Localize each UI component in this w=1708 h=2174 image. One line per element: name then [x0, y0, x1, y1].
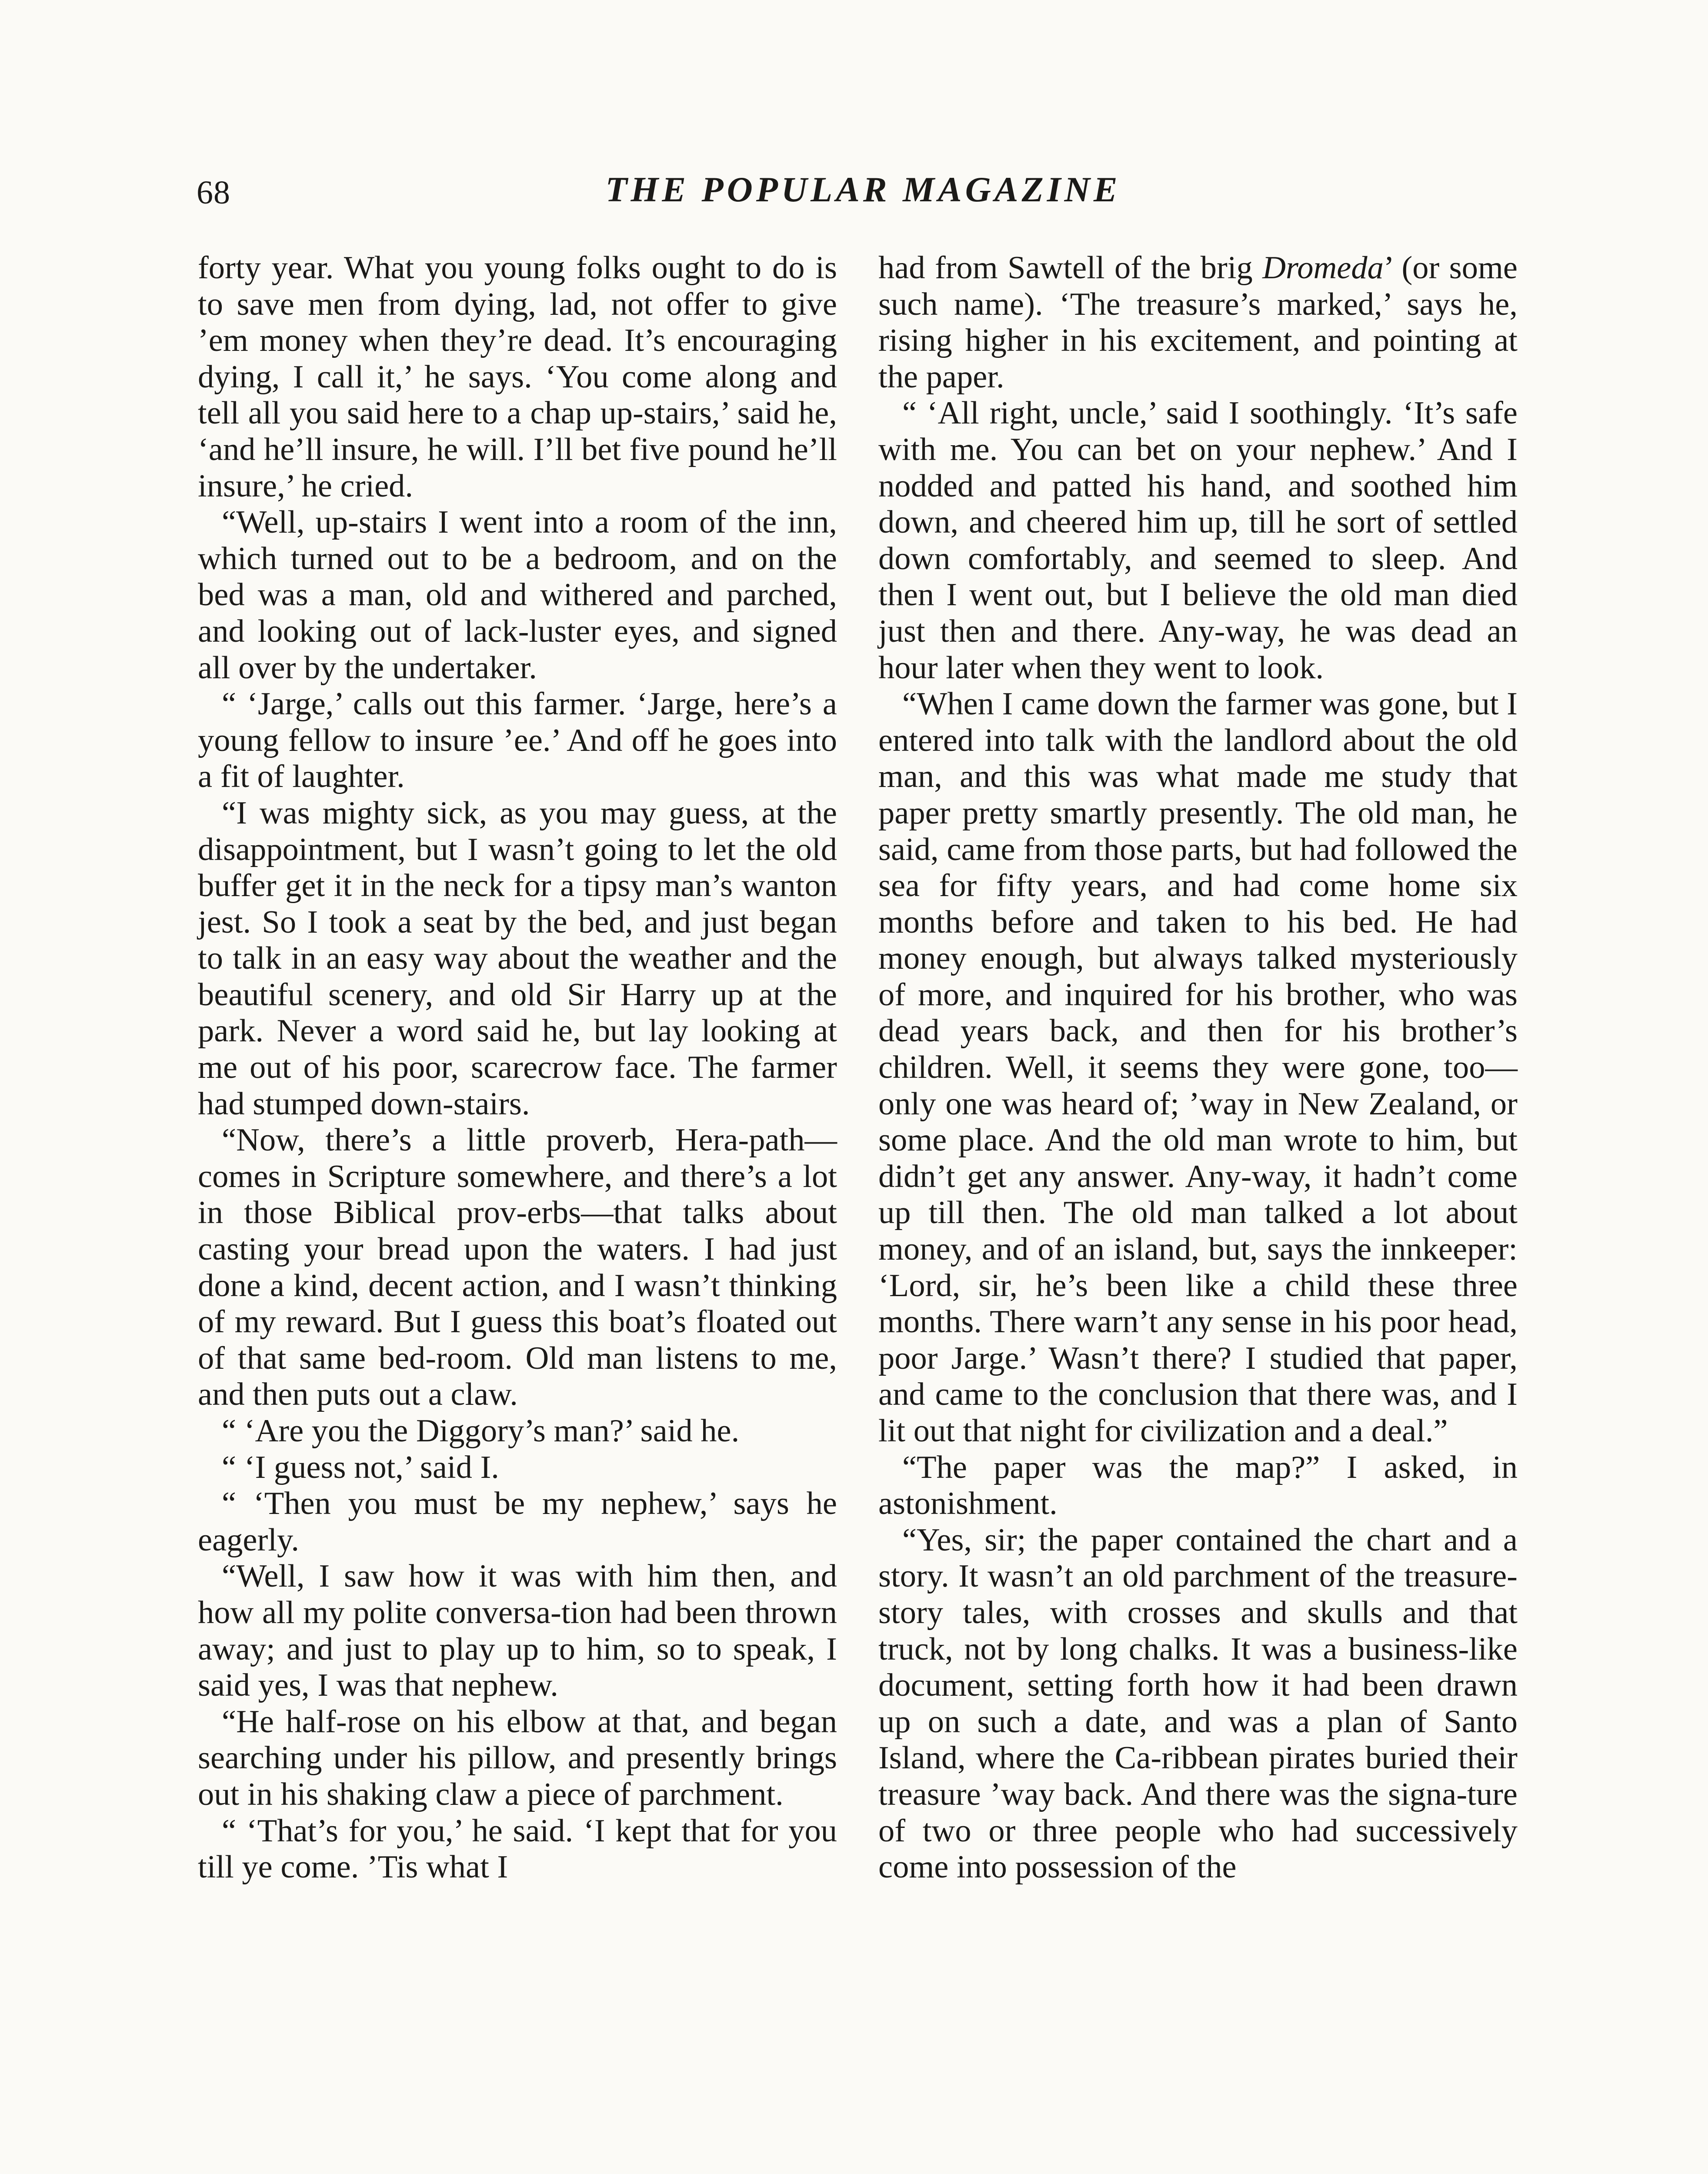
paragraph: “ ‘Then you must be my nephew,’ says he eagerly. — [198, 1486, 837, 1558]
opening-text: had from Sawtell of the brig — [878, 250, 1263, 286]
paragraph: “Well, up-stairs I went into a room of the inn, which turned out to be a bedroom, and on the bed was a man, old and withered and parched, and looking out of lack-luster eyes, and signed all over by the undertaker. — [198, 504, 837, 686]
paragraph: “ ‘All right, uncle,’ said I soothingly. ‘It’s safe with me. You can bet on your nephew.’ And I nodded and patted his hand, and soothed him down, and cheered him up, till he sort of settled down comfortably, and seemed to sleep. And then I went out, but I believe the old man died just then and there. Any-way, he was dead an hour later when they went to look. — [878, 395, 1518, 686]
page-number: 68 — [197, 174, 230, 211]
right-column — [878, 250, 1518, 1886]
paragraph: “ ‘Are you the Diggory’s man?’ said he. — [222, 1413, 740, 1449]
paragraph: “Now, there’s a little proverb, Hera-path—comes in Scripture somewhere, and there’s a lot in those Biblical prov-erbs—that talks about casting your bread upon the waters. I had just done a kind, decent action, and I wasn’t thinking of my reward. But I guess this boat’s floated out of that same bed-room. Old man listens to me, and then puts out a claw. — [198, 1122, 837, 1413]
paragraph: “When I came down the farmer was gone, but I entered into talk with the landlord about the old man, and this was what made me study that paper pretty smartly presently. The old man, he said, came from those parts, but had followed the sea for fifty years, and had come home six months before and taken to his bed. He had money enough, but always talked mysteriously of more, and inquired for his brother, who was dead years back, and then for his brother’s children. Well, it seems they were gone, too—only one was heard of; ’way in New Zealand, or some place. And the old man wrote to him, but didn’t get any answer. Any-way, it hadn’t come up till then. The old man talked a lot about money, and of an island, but, says the innkeeper: ‘Lord, sir, he’s been like a child these three months. There warn’t any sense in his poor head, poor Jarge.’ Wasn’t there? I studied that paper, and came to the conclusion that there was, and I lit out that night for civilization and a deal.” — [878, 686, 1518, 1449]
paragraph: “He half-rose on his elbow at that, and began searching under his pillow, and presently brings out in his shaking claw a piece of parchment. — [198, 1704, 837, 1812]
paragraph: “ ‘I guess not,’ said I. — [222, 1449, 499, 1485]
paragraph: “Well, I saw how it was with him then, and how all my polite conversa-tion had been thrown away; and just to play up to him, so to speak, I said yes, I was that nephew. — [198, 1558, 837, 1704]
opening-text-continued: ’ (or some such name). ‘The treasure’s marked,’ says he, rising higher in his excitement, and pointing at the paper. — [878, 250, 1518, 395]
paragraph: “ ‘That’s for you,’ he said. ‘I kept that for you till ye come. ’Tis what I — [198, 1813, 837, 1885]
paragraph — [878, 250, 1518, 395]
running-head: THE POPULAR MAGAZINE — [605, 170, 1121, 209]
paragraph: “I was mighty sick, as you may guess, at the disappointment, but I wasn’t going to let the old buffer get it in the neck for a tipsy man’s wanton jest. So I took a seat by the bed, and just began to talk in an easy way about the weather and the beautiful scenery, and old Sir Harry up at the park. Never a word said he, but lay looking at me out of his poor, scarecrow face. The farmer had stumped down-stairs. — [198, 795, 837, 1122]
ship-name: Dromeda — [1262, 250, 1384, 286]
paragraph: forty year. What you young folks ought to do is to save men from dying, lad, not offer to give ’em money when they’re dead. It’s encouraging dying, I call it,’ he says. ‘You come along and tell all you said here to a chap up-stairs,’ said he, ‘and he’ll insure, he will. I’ll bet five pound he’ll insure,’ he cried. — [198, 250, 837, 504]
left-column — [198, 250, 837, 1886]
paragraph: “Yes, sir; the paper contained the chart and a story. It wasn’t an old parchment of the treasure-story tales, with crosses and skulls and that truck, not by long chalks. It was a business-like document, setting forth how it had been drawn up on such a date, and was a plan of Santo Island, where the Ca-ribbean pirates buried their treasure ’way back. And there was the signa-ture of two or three people who had successively come into possession of the — [878, 1522, 1518, 1885]
paragraph: “ ‘Jarge,’ calls out this farmer. ‘Jarge, here’s a young fellow to insure ’ee.’ And off he goes into a fit of laughter. — [198, 686, 837, 795]
paragraph: “The paper was the map?” I asked, in astonishment. — [878, 1449, 1518, 1522]
